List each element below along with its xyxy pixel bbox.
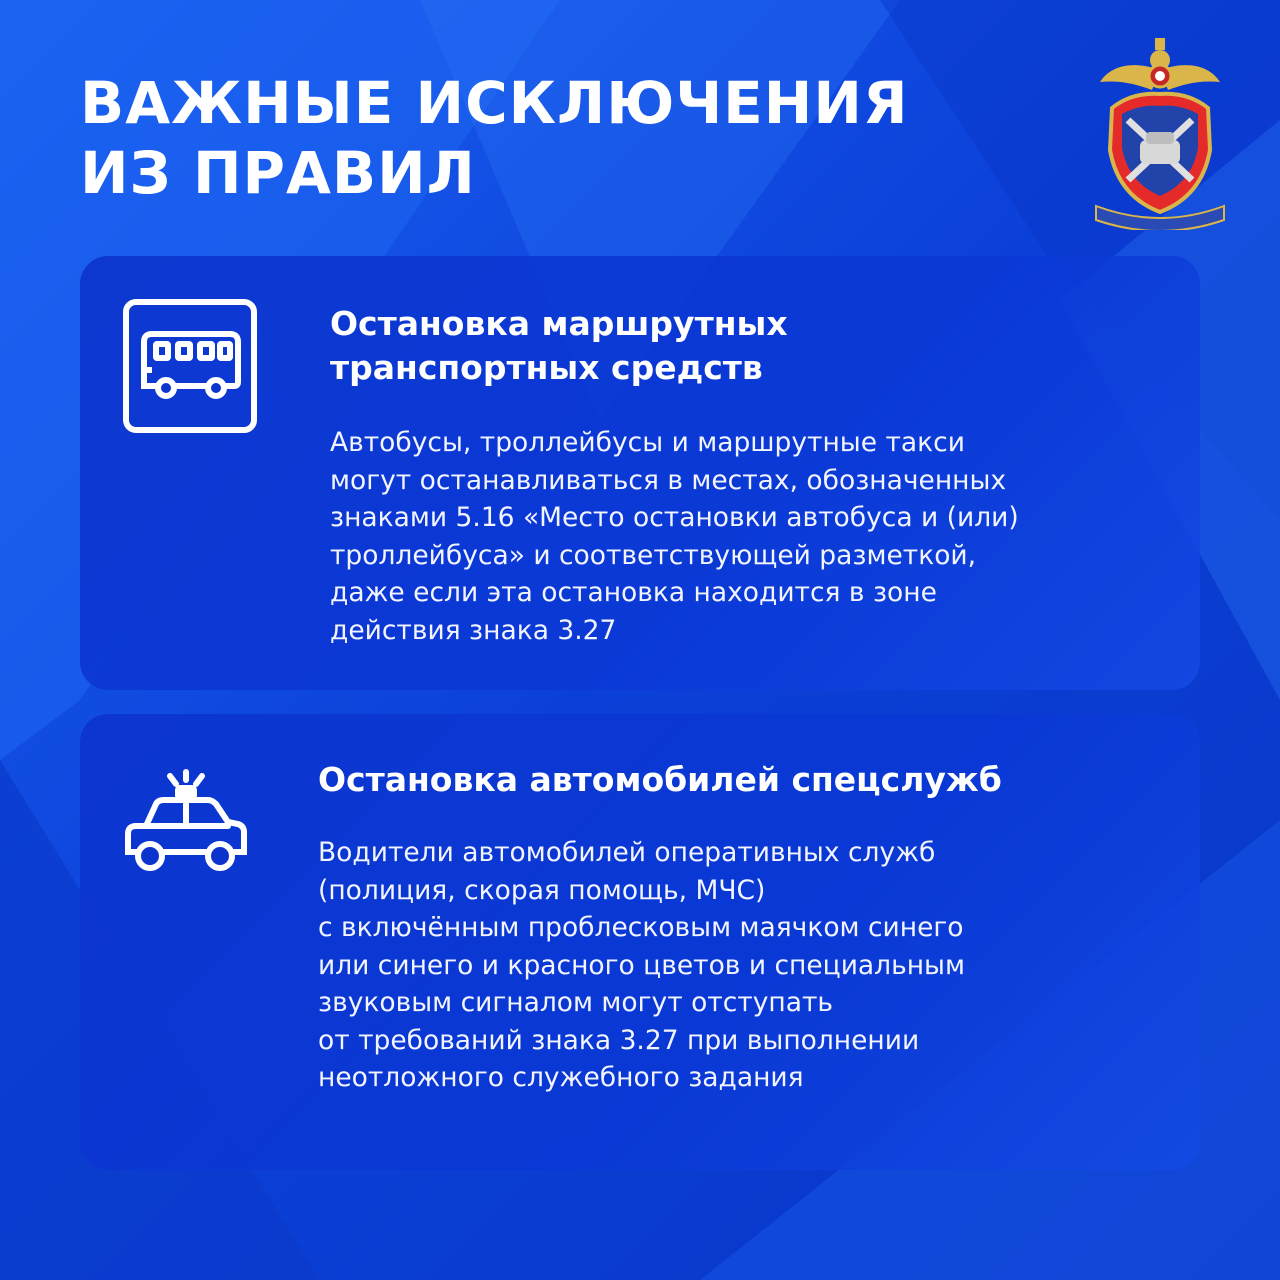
card-text-line: (полиция, скорая помощь, МЧС) (318, 874, 766, 906)
card-title-line-1: Остановка маршрутных (330, 304, 788, 343)
card-text-line: Автобусы, троллейбусы и маршрутные такси (330, 427, 965, 458)
card-title (330, 302, 788, 390)
card-emergency-vehicles (80, 714, 1200, 1170)
card-route-transport (80, 256, 1200, 690)
card-description (318, 834, 965, 1097)
card-text-line: или синего и красного цветов и специальным (318, 949, 965, 981)
card-text-line: даже если эта остановка находится в зоне (330, 577, 937, 608)
card-description (330, 424, 1019, 649)
card-text-line: троллейбуса» и соответствующей разметкой, (330, 539, 977, 571)
card-title-line-2: транспортных средств (330, 348, 763, 387)
card-text-line: действия знака 3.27 (330, 614, 617, 646)
police-emblem-icon (1092, 30, 1228, 230)
card-text-line: знаками 5.16 «Место остановки автобуса и (или) (330, 502, 1019, 533)
card-text-line: с включённым проблесковым маячком синего (318, 912, 964, 943)
page-title (80, 68, 909, 208)
page-title-line-1: ВАЖНЫЕ ИСКЛЮЧЕНИЯ (80, 69, 909, 137)
card-text-line: от требований знака 3.27 при выполнении (318, 1024, 920, 1056)
card-title: Остановка автомобилей спецслужб (318, 760, 1002, 799)
card-text-line: неотложного служебного задания (318, 1062, 804, 1093)
card-text-line: звуковым сигналом могут отступать (318, 987, 834, 1018)
bus-stop-icon (122, 298, 258, 434)
card-text-line: могут останавливаться в местах, обозначенных (330, 464, 1007, 496)
card-text-line: Водители автомобилей оперативных служб (318, 837, 936, 868)
page-title-line-2: ИЗ ПРАВИЛ (80, 139, 476, 207)
police-car-icon (120, 768, 248, 884)
